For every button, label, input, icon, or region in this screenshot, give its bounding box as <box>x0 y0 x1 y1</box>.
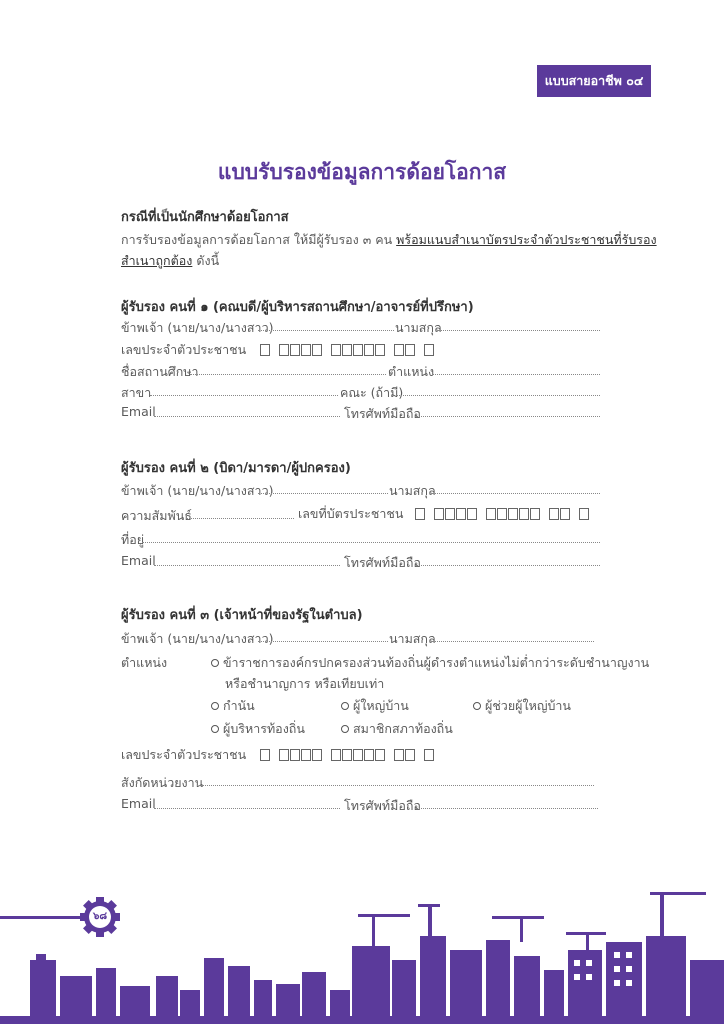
cert3-id-label: เลขประจำตัวประชาชน <box>121 747 247 762</box>
case-intro-underlined: พร้อมแนบสำเนาบัตรประจำตัวประชาชนที่รับรอง <box>396 232 657 247</box>
case-heading: กรณีที่เป็นนักศึกษาด้อยโอกาส <box>121 210 289 225</box>
cert3-email-field[interactable] <box>154 808 340 809</box>
cert3-option-local-exec[interactable] <box>211 719 305 739</box>
case-intro-line2 <box>121 251 219 271</box>
cert3-id-row <box>121 745 435 765</box>
radio-circle-icon <box>473 702 481 710</box>
cert3-option-council[interactable] <box>341 719 453 739</box>
case-intro-rest: ดังนี้ <box>196 253 220 268</box>
page-number: ๖๘ <box>92 911 108 922</box>
cert2-relation-label: ความสัมพันธ์ <box>121 508 192 523</box>
cert3-option-village-head[interactable] <box>341 696 409 716</box>
radio-circle-icon <box>341 702 349 710</box>
cert2-heading: ผู้รับรอง คนที่ ๒ (บิดา/มารดา/ผู้ปกครอง) <box>121 461 351 476</box>
case-intro-text: การรับรองข้อมูลการด้อยโอกาส ให้มีผู้รับรอง ๓ คน <box>121 232 393 247</box>
cert2-email-field[interactable] <box>154 565 340 566</box>
cert2-id-label: เลขที่บัตรประชาชน <box>298 506 404 521</box>
cert3-option-official[interactable] <box>211 653 649 673</box>
city-skyline-icon <box>0 880 724 1024</box>
cert1-id-label: เลขประจำตัวประชาชน <box>121 342 247 357</box>
cert1-id-boxes[interactable] <box>260 342 435 357</box>
cert3-option-kamnan[interactable] <box>211 696 255 716</box>
cert3-position-label: ตำแหน่ง <box>121 655 168 670</box>
cert3-option-assistant[interactable] <box>473 696 571 716</box>
cert3-phone-field[interactable] <box>416 808 598 809</box>
cert1-email-field[interactable] <box>154 416 340 417</box>
case-intro-line1 <box>121 230 657 250</box>
option-label: ข้าราชการองค์กรปกครองส่วนท้องถิ่นผู้ดำรงตำแหน่งไม่ต่ำกว่าระดับชำนาญงาน <box>223 655 650 670</box>
cert3-option-official-cont: หรือชำนาญการ หรือเทียบเท่า <box>225 676 385 691</box>
cert2-phone-field[interactable] <box>416 565 600 566</box>
cert1-surname-label: นามสกุล <box>395 320 442 335</box>
cert3-surname-label: นามสกุล <box>389 631 436 646</box>
option-label: ผู้ใหญ่บ้าน <box>353 698 409 713</box>
cert1-school-field[interactable] <box>190 374 386 375</box>
document-code-tag: แบบสายอาชีพ ๐๔ <box>537 65 651 97</box>
case-intro-underlined-2: สำเนาถูกต้อง <box>121 253 193 268</box>
cert3-email-label: Email <box>121 796 156 811</box>
cert2-name-field[interactable] <box>258 493 388 494</box>
cert1-branch-label: สาขา <box>121 385 152 400</box>
cert2-address-label: ที่อยู่ <box>121 532 145 547</box>
cert3-name-label: ข้าพเจ้า (นาย/นาง/นางสาว) <box>121 631 274 646</box>
cert3-agency-field[interactable] <box>197 785 594 786</box>
page-title: แบบรับรองข้อมูลการด้อยโอกาส <box>217 160 507 184</box>
cert1-position-field[interactable] <box>432 374 600 375</box>
radio-circle-icon <box>211 702 219 710</box>
cert1-faculty-label: คณะ (ถ้ามี) <box>340 385 404 400</box>
radio-circle-icon <box>211 659 219 667</box>
option-label: กำนัน <box>223 698 255 713</box>
cert2-relation-field[interactable] <box>186 518 294 519</box>
cert3-phone-label: โทรศัพท์มือถือ <box>344 798 421 813</box>
cert2-surname-field[interactable] <box>432 493 600 494</box>
cert2-id-row <box>298 504 590 524</box>
cert1-position-label: ตำแหน่ง <box>388 364 435 379</box>
cert1-school-label: ชื่อสถานศึกษา <box>121 364 199 379</box>
cert2-name-label: ข้าพเจ้า (นาย/นาง/นางสาว) <box>121 483 274 498</box>
cert3-surname-field[interactable] <box>432 641 594 642</box>
cert2-address-field[interactable] <box>142 542 600 543</box>
cert2-email-label: Email <box>121 553 156 568</box>
cert1-name-field[interactable] <box>258 330 394 331</box>
footer-skyline-illustration <box>0 880 724 1024</box>
cert1-phone-label: โทรศัพท์มือถือ <box>344 406 421 421</box>
radio-circle-icon <box>211 725 219 733</box>
option-label: ผู้บริหารท้องถิ่น <box>223 721 305 736</box>
cert2-id-boxes[interactable] <box>415 506 590 521</box>
cert1-email-label: Email <box>121 404 156 419</box>
cert3-name-field[interactable] <box>258 641 388 642</box>
cert1-heading: ผู้รับรอง คนที่ ๑ (คณบดี/ผู้บริหารสถานศึกษา/อาจารย์ที่ปรึกษา) <box>121 300 474 315</box>
cert1-faculty-field[interactable] <box>396 395 600 396</box>
cert2-phone-label: โทรศัพท์มือถือ <box>344 555 421 570</box>
cert3-agency-label: สังกัดหน่วยงาน <box>121 775 204 790</box>
cert3-heading: ผู้รับรอง คนที่ ๓ (เจ้าหน้าที่ของรัฐในตำบล) <box>121 608 363 623</box>
cert1-branch-field[interactable] <box>150 395 338 396</box>
cert1-phone-field[interactable] <box>416 416 600 417</box>
option-label: สมาชิกสภาท้องถิ่น <box>353 721 453 736</box>
cert2-surname-label: นามสกุล <box>389 483 436 498</box>
cert1-surname-field[interactable] <box>438 330 600 331</box>
cert1-name-label: ข้าพเจ้า (นาย/นาง/นางสาว) <box>121 320 274 335</box>
radio-circle-icon <box>341 725 349 733</box>
cert1-id-row <box>121 340 435 360</box>
option-label: ผู้ช่วยผู้ใหญ่บ้าน <box>485 698 571 713</box>
cert3-id-boxes[interactable] <box>260 747 435 762</box>
